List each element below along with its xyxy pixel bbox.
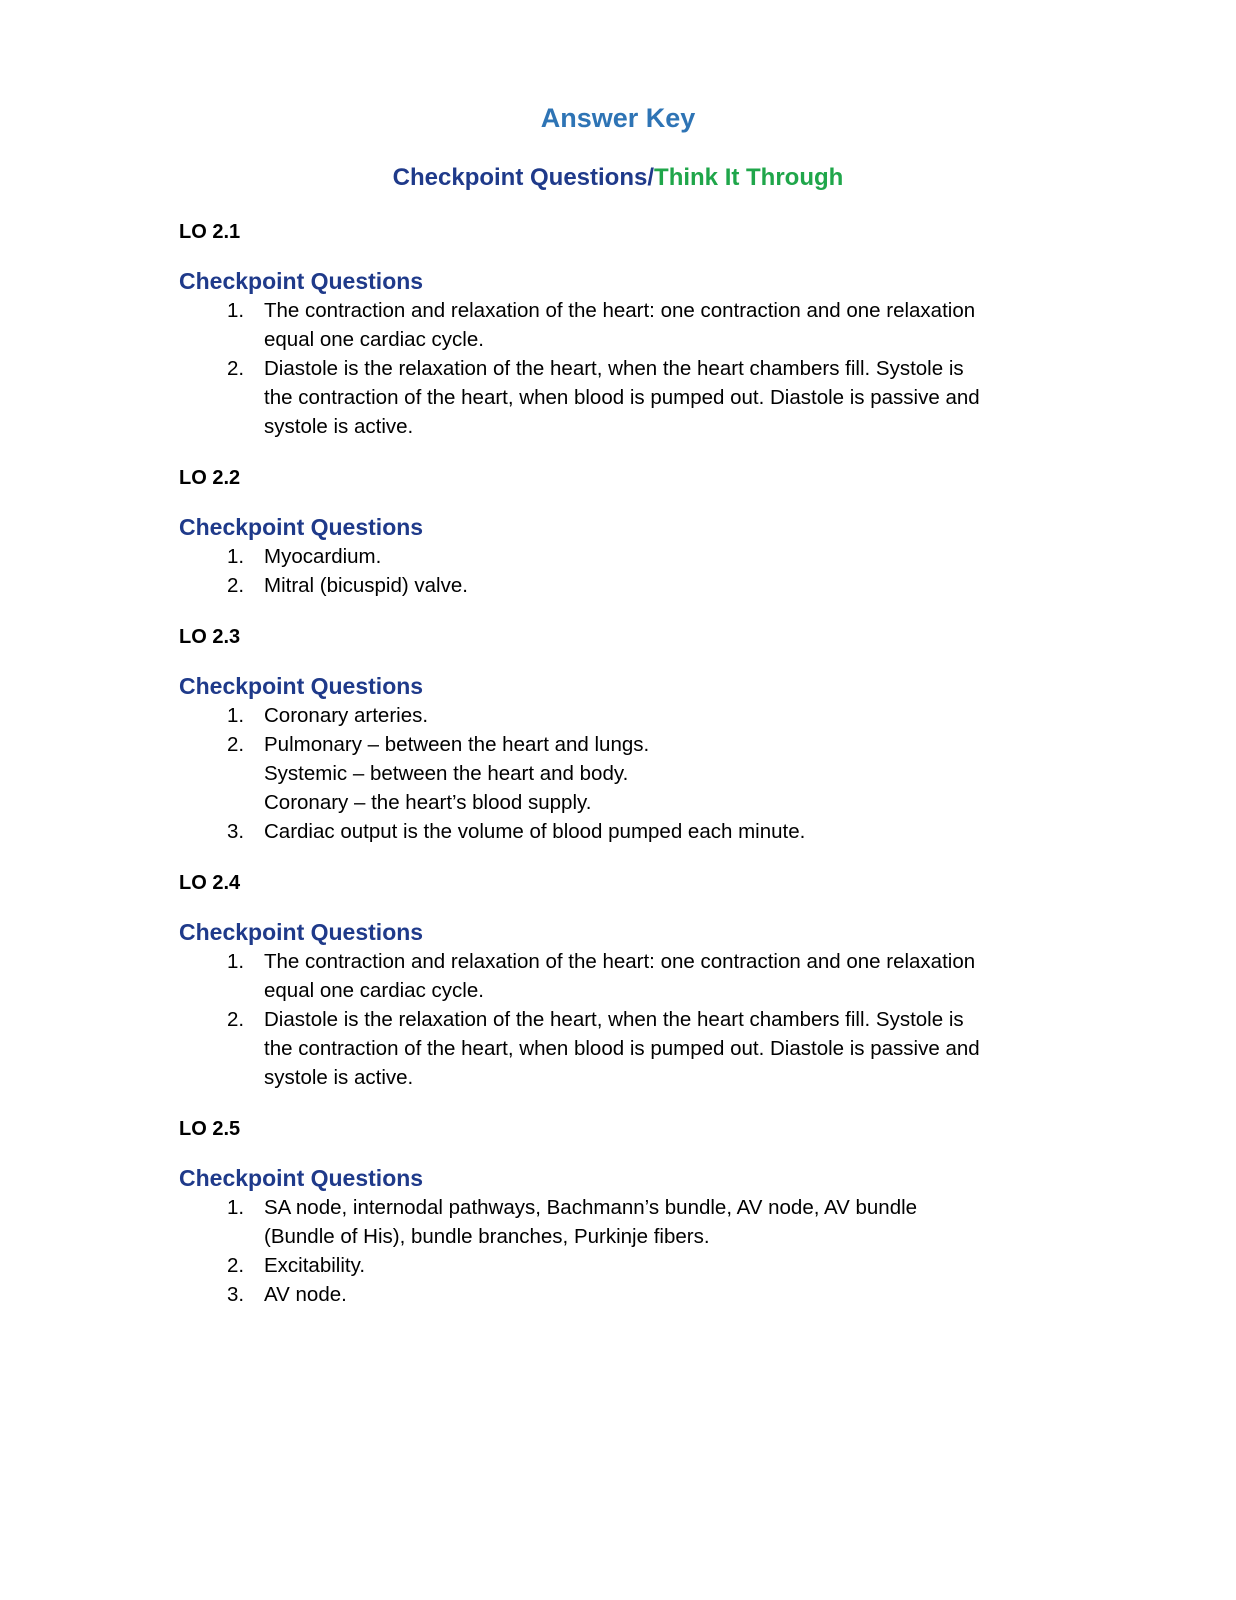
answer-text-line: Coronary arteries. [264,704,429,727]
answer-item [179,701,1049,730]
lo-heading: LO 2.5 [179,1118,241,1140]
answer-text-line: Coronary – the heart’s blood supply. [264,791,592,814]
page-subtitle [0,161,1236,195]
answer-text-line: systole is active. [264,1066,414,1089]
subtitle-think-it-through: Think It Through [654,164,844,191]
answer-text-line: the contraction of the heart, when blood is pumped out. Diastole is passive and [264,386,980,409]
answer-item [179,1280,1049,1309]
lo-heading: LO 2.4 [179,872,241,894]
answer-list [179,1193,1049,1309]
answer-text-line: The contraction and relaxation of the heart: one contraction and one relaxation [264,299,976,322]
answer-list [179,701,1049,846]
answer-text-line: Myocardium. [264,545,382,568]
checkpoint-questions-heading: Checkpoint Questions [179,1165,424,1191]
answer-content [179,217,1049,1331]
answer-item [179,1251,1049,1280]
subtitle-separator: / [647,164,655,191]
answer-text-line: Pulmonary – between the heart and lungs. [264,733,650,756]
answer-list [179,542,1049,600]
subtitle-checkpoint-questions: Checkpoint Questions [392,164,648,191]
answer-number: 1. [227,704,245,727]
answer-text-line: Cardiac output is the volume of blood pumped each minute. [264,820,806,843]
answer-number: 2. [227,1254,245,1277]
answer-list [179,947,1049,1092]
answer-text-line: The contraction and relaxation of the heart: one contraction and one relaxation [264,950,976,973]
lo-section [179,1114,1049,1309]
lo-section [179,622,1049,846]
answer-text-line: equal one cardiac cycle. [264,328,484,351]
answer-item [179,817,1049,846]
answer-text-line: equal one cardiac cycle. [264,979,484,1002]
answer-number: 1. [227,950,245,973]
answer-number: 1. [227,1196,245,1219]
answer-number: 1. [227,299,245,322]
answer-item [179,542,1049,571]
answer-item [179,571,1049,600]
lo-heading: LO 2.1 [179,221,241,243]
answer-text-line: SA node, internodal pathways, Bachmann’s bundle, AV node, AV bundle [264,1196,918,1219]
answer-text-line: Excitability. [264,1254,366,1277]
answer-item [179,947,1049,1005]
checkpoint-questions-heading: Checkpoint Questions [179,673,424,699]
answer-text-line: Diastole is the relaxation of the heart, when the heart chambers fill. Systole is [264,1008,964,1031]
answer-list [179,296,1049,441]
lo-heading: LO 2.3 [179,626,241,648]
page-title: Answer Key [540,103,696,133]
answer-number: 2. [227,733,245,756]
lo-section [179,868,1049,1092]
answer-text-line: AV node. [264,1283,347,1306]
answer-item [179,296,1049,354]
answer-item [179,1005,1049,1092]
lo-section [179,217,1049,441]
answer-text-line: Mitral (bicuspid) valve. [264,574,468,597]
answer-item [179,730,1049,817]
answer-item [179,354,1049,441]
checkpoint-questions-heading: Checkpoint Questions [179,268,424,294]
answer-number: 1. [227,545,245,568]
answer-text-line: Diastole is the relaxation of the heart, when the heart chambers fill. Systole is [264,357,964,380]
answer-number: 3. [227,1283,245,1306]
answer-text-line: the contraction of the heart, when blood is pumped out. Diastole is passive and [264,1037,980,1060]
checkpoint-questions-heading: Checkpoint Questions [179,919,424,945]
checkpoint-questions-heading: Checkpoint Questions [179,514,424,540]
answer-number: 2. [227,1008,245,1031]
answer-text-line: systole is active. [264,415,414,438]
answer-number: 2. [227,574,245,597]
answer-text-line: (Bundle of His), bundle branches, Purkinje fibers. [264,1225,710,1248]
answer-item [179,1193,1049,1251]
lo-section [179,463,1049,600]
answer-text-line: Systemic – between the heart and body. [264,762,629,785]
answer-number: 2. [227,357,245,380]
answer-number: 3. [227,820,245,843]
lo-heading: LO 2.2 [179,467,241,489]
